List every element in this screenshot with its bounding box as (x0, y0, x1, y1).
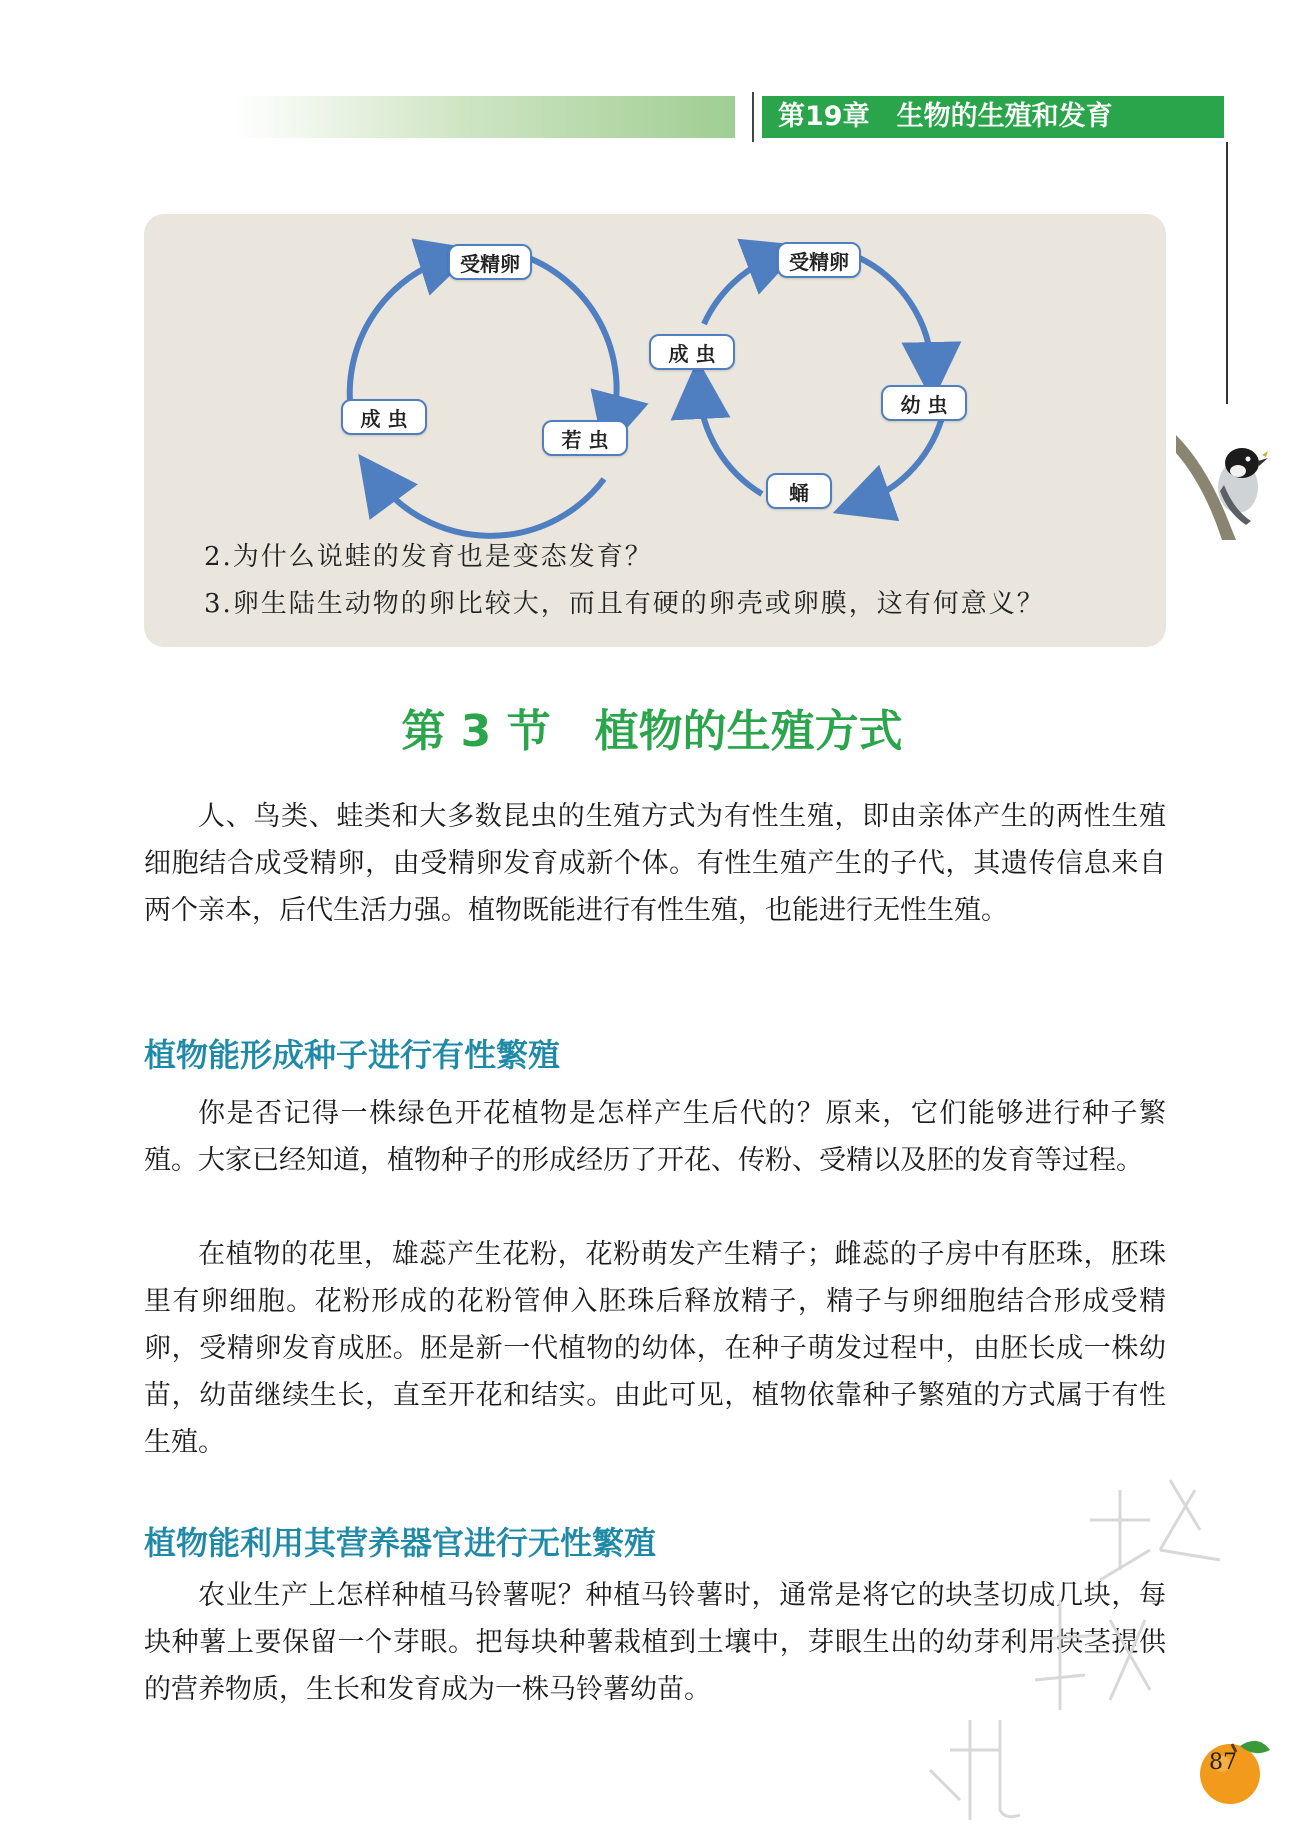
page-number: 87 (1209, 1750, 1237, 1775)
subheading-vegetative-reproduction: 植物能利用其营养器官进行无性繁殖 (144, 1524, 657, 1562)
left-cycle-arrow-3 (350, 258, 449, 402)
question-box (144, 214, 1166, 647)
right-cycle-arrow-4 (704, 256, 776, 324)
left-cycle-arrow-1 (521, 255, 617, 425)
intro-paragraph: 人、鸟类、蛙类和大多数昆虫的生殖方式为有性生殖，即由亲体产生的两性生殖细胞结合成受精卵，由受精卵发育成新个体。有性生殖产生的子代，其遗传信息来自两个亲本，后代生活力强。植物既能进行有性生殖，也能进行无性生殖。 (144, 801, 1166, 926)
margin-rule (1226, 142, 1228, 404)
subheading-seed-reproduction: 植物能形成种子进行有性繁殖 (144, 1036, 561, 1074)
right-stage-fertilized-egg: 受精卵 (777, 242, 861, 278)
section-title: 第 3 节 植物的生殖方式 (401, 706, 903, 757)
right-cycle-arrow-1 (853, 255, 932, 372)
chapter-title: 第19章 生物的生殖和发育 (762, 96, 1224, 138)
header-gradient-bar (235, 96, 735, 138)
left-stage-adult: 成 虫 (341, 399, 427, 435)
seed-paragraph-2: 在植物的花里，雄蕊产生花粉，花粉萌发产生精子；雌蕊的子房中有胚珠，胚珠里有卵细胞。花粉形成的花粉管伸入胚珠后释放精子，精子与卵细胞结合形成受精卵，受精卵发育成胚。胚是新一代植物的幼体，在种子萌发过程中，由胚长成一株幼苗，幼苗继续生长，直至开花和结实。由此可见，植物依靠种子繁殖的方式属于有性生殖。 (144, 1239, 1166, 1458)
right-stage-adult: 成 虫 (649, 334, 735, 370)
question-2: 2.为什么说蛙的发育也是变态发育？ (204, 542, 653, 572)
header-divider (752, 92, 754, 142)
right-cycle-arrow-3 (699, 389, 762, 494)
vegetative-paragraph-1: 农业生产上怎样种植马铃薯呢？种植马铃薯时，通常是将它的块茎切成几块，每块种薯上要保留一个芽眼。把每块种薯栽植到土壤中，芽眼生出的幼芽利用块茎提供的营养物质，生长和发育成为一株马铃薯幼苗。 (144, 1580, 1166, 1705)
question-3: 3.卵生陆生动物的卵比较大，而且有硬的卵壳或卵膜，这有何意义？ (204, 589, 1045, 619)
right-stage-larva: 幼 虫 (881, 385, 967, 421)
left-cycle-arrow-2 (376, 478, 604, 536)
right-cycle-arrow-2 (861, 410, 944, 503)
publisher-watermark (910, 1450, 1240, 1830)
seed-paragraph-1: 你是否记得一株绿色开花植物是怎样产生后代的？原来，它们能够进行种子繁殖。大家已经知道，植物种子的形成经历了开花、传粉、受精以及胚的发育等过程。 (144, 1098, 1166, 1176)
bird-illustration (1176, 425, 1268, 540)
left-stage-fertilized-egg: 受精卵 (448, 244, 532, 280)
left-stage-nymph: 若 虫 (542, 420, 628, 456)
right-stage-pupa: 蛹 (766, 473, 832, 509)
